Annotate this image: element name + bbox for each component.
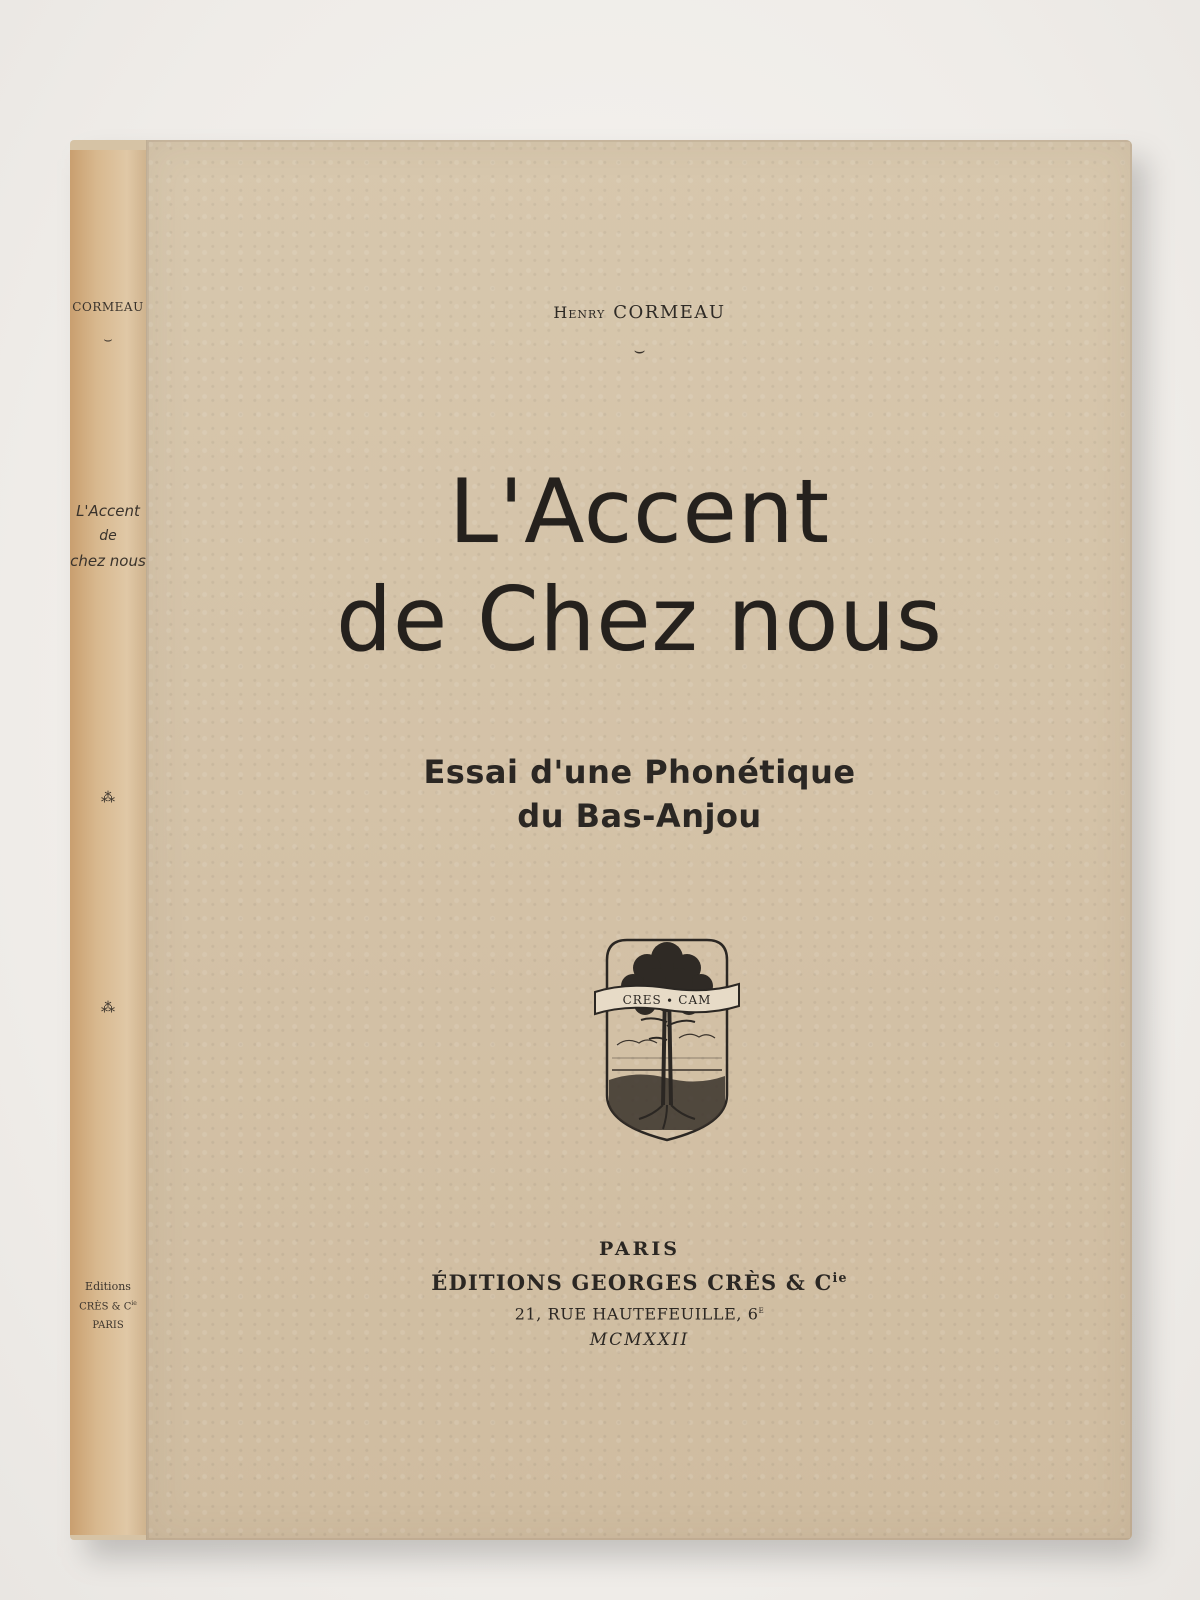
author-ornament-icon: ⌣ [633,340,646,361]
spine-publisher-line-1: Editions [85,1280,131,1293]
logo-banner-text: CRES ∙ CAM [622,993,712,1007]
book-title [147,458,1132,674]
imprint-address-sup: e [758,1305,765,1316]
author-name [147,302,1132,323]
imprint-publisher [147,1263,1132,1298]
book-title-line-2: de Chez nous [336,568,943,671]
publisher-imprint [147,1235,1132,1353]
imprint-city: PARIS [598,1238,681,1260]
book-subtitle-line-2: du Bas-Anjou [517,797,762,835]
spine-publisher-line-3: PARIS [92,1320,124,1331]
author-last-name: CORMEAU [613,302,726,323]
book-spine [70,150,148,1535]
spine-title-line-3: chez nous [70,552,146,570]
spine-publisher-name: CRÈS & C [79,1301,132,1313]
imprint-publisher-sup: ie [832,1270,848,1285]
book-subtitle [147,750,1132,838]
spine-title-line-2: de [99,528,117,544]
author-first-name: Henry [553,303,606,322]
imprint-address-text: 21, RUE HAUTEFEUILLE, 6 [514,1304,759,1324]
book-cover [146,140,1132,1540]
imprint-address [147,1298,1132,1327]
spine-ornament-asterism-lower-icon: ⁂ [101,1000,115,1016]
book-title-line-1: L'Accent [448,460,831,563]
imprint-year: MCMXXII [589,1330,690,1351]
book [70,140,1132,1540]
publisher-tree-logo [587,930,747,1150]
spine-publisher-line-2 [70,1300,158,1312]
spine-ornament-asterism-icon: ⁂ [101,790,115,806]
spine-ornament-icon: ⌣ [103,332,113,348]
spine-title-line-1: L'Accent [76,502,140,520]
imprint-publisher-name: ÉDITIONS GEORGES CRÈS & C [431,1270,833,1295]
tree-emblem-icon [587,930,747,1150]
book-subtitle-line-1: Essai d'une Phonétique [423,753,856,791]
spine-publisher-sup: ie [131,1300,137,1307]
spine-author: CORMEAU [72,300,144,314]
